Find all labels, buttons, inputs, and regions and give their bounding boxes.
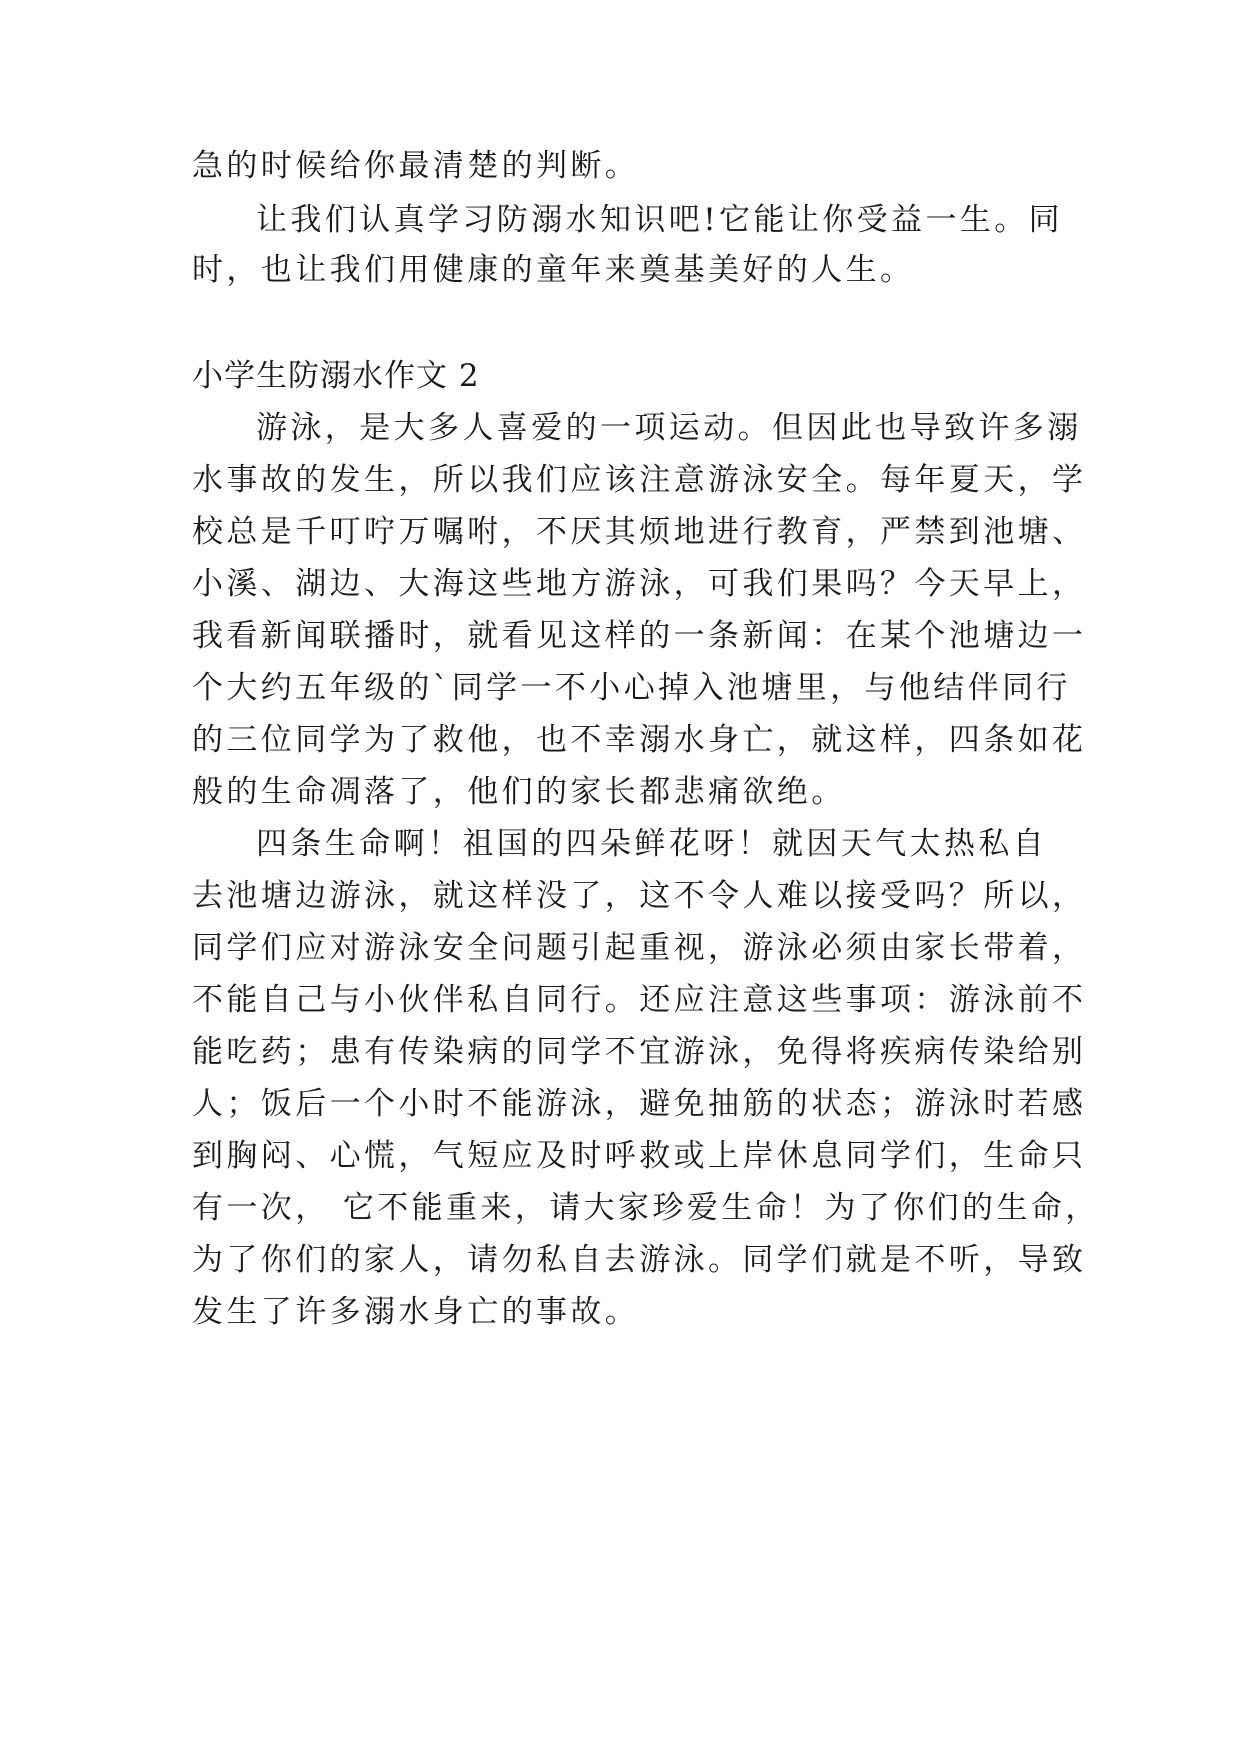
paragraph-line: 校总是千叮咛万嘱咐，不厌其烦地进行教育，严禁到池塘、 (192, 514, 1087, 550)
paragraph-line: 的三位同学为了救他，也不幸溺水身亡，就这样，四条如花 (192, 722, 1087, 758)
paragraph-line: 同学们应对游泳安全问题引起重视，游泳必须由家长带着， (192, 930, 1087, 966)
paragraph-line: 游泳，是大多人喜爱的一项运动。但因此也导致许多溺 (256, 410, 1082, 446)
paragraph-line: 不能自己与小伙伴私自同行。还应注意这些事项：游泳前不 (192, 982, 1087, 1018)
paragraph-line: 般的生命凋落了，他们的家长都悲痛欲绝。 (192, 774, 846, 810)
paragraph-line: 发生了许多溺水身亡的事故。 (192, 1294, 640, 1330)
paragraph-line: 能吃药；患有传染病的同学不宜游泳，免得将疾病传染给别 (192, 1034, 1087, 1070)
paragraph-line: 小溪、湖边、大海这些地方游泳，可我们果吗？今天早上， (192, 566, 1087, 602)
paragraph-line: 时，也让我们用健康的童年来奠基美好的人生。 (192, 252, 915, 288)
paragraph-line: 让我们认真学习防溺水知识吧!它能让你受益一生。同 (256, 202, 1064, 238)
paragraph-line: 个大约五年级的`同学一不小心掉入池塘里，与他结伴同行 (192, 670, 1071, 706)
paragraph-line: 人；饭后一个小时不能游泳，避免抽筋的状态；游泳时若感 (192, 1086, 1087, 1122)
paragraph-line: 急的时候给你最清楚的判断。 (192, 148, 640, 184)
section-heading: 小学生防溺水作文 2 (192, 358, 480, 394)
paragraph-line: 我看新闻联播时，就看见这样的一条新闻：在某个池塘边一 (192, 618, 1087, 654)
paragraph-line: 到胸闷、心慌，气短应及时呼救或上岸休息同学们，生命只 (192, 1138, 1087, 1174)
paragraph-line: 四条生命啊！祖国的四朵鲜花呀！就因天气太热私自 (256, 826, 1048, 862)
paragraph-line: 去池塘边游泳，就这样没了，这不令人难以接受吗？所以， (192, 878, 1087, 914)
paragraph-line: 为了你们的家人，请勿私自去游泳。同学们就是不听，导致 (192, 1242, 1087, 1278)
paragraph-line: 水事故的发生，所以我们应该注意游泳安全。每年夏天，学 (192, 462, 1087, 498)
paragraph-line: 有一次， 它不能重来，请大家珍爱生命！为了你们的生命， (192, 1190, 1100, 1226)
